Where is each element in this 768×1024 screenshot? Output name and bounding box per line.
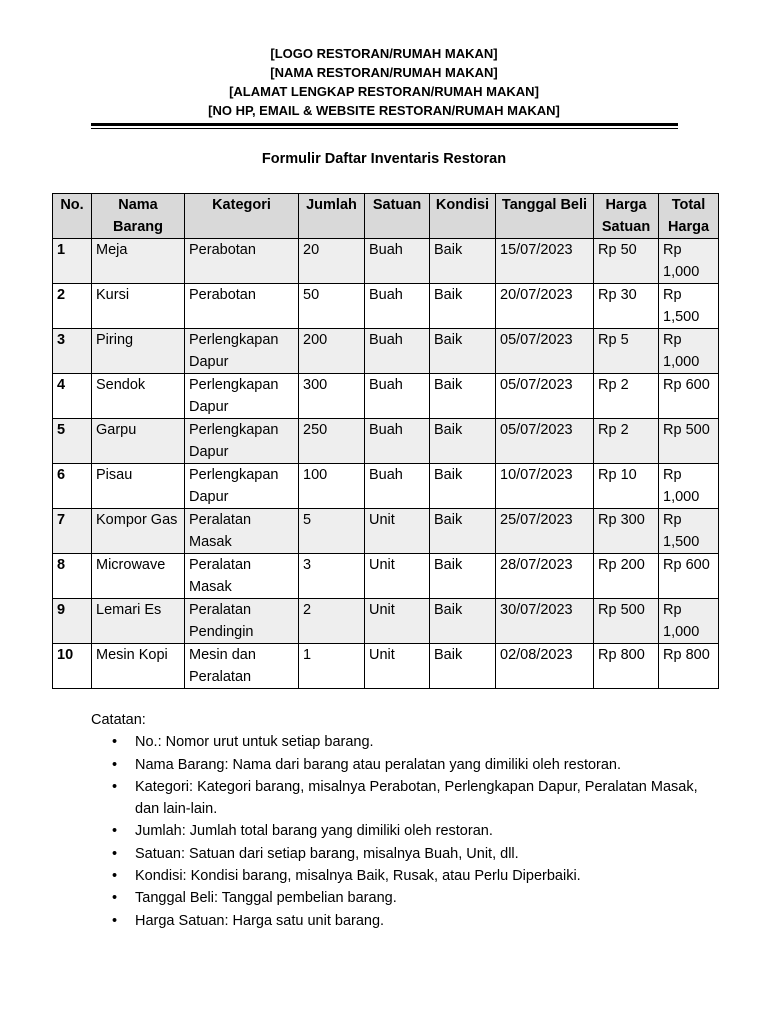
table-row: [53, 239, 719, 284]
cell-kondisi: Baik: [430, 509, 496, 554]
table-row: [53, 509, 719, 554]
cell-total-harga: Rp 1,000: [659, 599, 719, 644]
bullet-icon: •: [112, 845, 118, 862]
cell-total-harga: Rp 800: [659, 644, 719, 689]
cell-satuan: Buah: [365, 419, 430, 464]
list-item: [91, 754, 711, 776]
cell-harga-satuan: Rp 300: [594, 509, 659, 554]
table-row: [53, 374, 719, 419]
cell-tanggal-beli: 30/07/2023: [496, 599, 594, 644]
cell-harga-satuan: Rp 800: [594, 644, 659, 689]
cell-nama-barang: Kompor Gas: [92, 509, 185, 554]
cell-kategori: Peralatan Masak: [185, 509, 299, 554]
cell-satuan: Buah: [365, 374, 430, 419]
cell-nama-barang: Sendok: [92, 374, 185, 419]
cell-no: 3: [53, 329, 92, 374]
cell-nama-barang: Pisau: [92, 464, 185, 509]
cell-jumlah: 3: [299, 554, 365, 599]
cell-satuan: Buah: [365, 464, 430, 509]
header-no: No.: [53, 194, 92, 239]
document-title: Formulir Daftar Inventaris Restoran: [261, 151, 507, 167]
note-text: No.: Nomor urut untuk setiap barang.: [135, 734, 374, 751]
cell-kondisi: Baik: [430, 599, 496, 644]
cell-nama-barang: Microwave: [92, 554, 185, 599]
cell-total-harga: Rp 1,000: [659, 239, 719, 284]
cell-harga-satuan: Rp 2: [594, 419, 659, 464]
cell-kondisi: Baik: [430, 419, 496, 464]
note-text: Nama Barang: Nama dari barang atau peralatan yang dimiliki oleh restoran.: [135, 756, 622, 773]
cell-total-harga: Rp 600: [659, 554, 719, 599]
bullet-icon: •: [112, 734, 118, 751]
cell-jumlah: 200: [299, 329, 365, 374]
cell-total-harga: Rp 500: [659, 419, 719, 464]
cell-total-harga: Rp 1,000: [659, 329, 719, 374]
list-item: [91, 843, 711, 865]
list-item: [91, 865, 711, 887]
letterhead-divider-thick: [91, 123, 678, 126]
header-kondisi: Kondisi: [430, 194, 496, 239]
letterhead-address-line: [ALAMAT LENGKAP RESTORAN/RUMAH MAKAN]: [229, 84, 539, 99]
cell-tanggal-beli: 10/07/2023: [496, 464, 594, 509]
header-kategori: Kategori: [185, 194, 299, 239]
cell-tanggal-beli: 15/07/2023: [496, 239, 594, 284]
cell-nama-barang: Piring: [92, 329, 185, 374]
letterhead-name-line: [NAMA RESTORAN/RUMAH MAKAN]: [270, 65, 498, 80]
cell-tanggal-beli: 02/08/2023: [496, 644, 594, 689]
cell-jumlah: 100: [299, 464, 365, 509]
bullet-icon: •: [112, 868, 118, 885]
list-item: [91, 776, 711, 821]
cell-harga-satuan: Rp 2: [594, 374, 659, 419]
cell-kategori: Perlengkapan Dapur: [185, 374, 299, 419]
cell-satuan: Unit: [365, 599, 430, 644]
header-satuan: Satuan: [365, 194, 430, 239]
cell-nama-barang: Mesin Kopi: [92, 644, 185, 689]
cell-kategori: Peralatan Pendingin: [185, 599, 299, 644]
cell-no: 6: [53, 464, 92, 509]
cell-harga-satuan: Rp 30: [594, 284, 659, 329]
cell-satuan: Unit: [365, 644, 430, 689]
list-item: [91, 731, 711, 753]
cell-jumlah: 2: [299, 599, 365, 644]
cell-total-harga: Rp 1,000: [659, 464, 719, 509]
cell-kondisi: Baik: [430, 239, 496, 284]
cell-kondisi: Baik: [430, 374, 496, 419]
cell-tanggal-beli: 05/07/2023: [496, 329, 594, 374]
cell-jumlah: 300: [299, 374, 365, 419]
cell-no: 2: [53, 284, 92, 329]
note-text: Harga Satuan: Harga satu unit barang.: [135, 912, 385, 929]
cell-satuan: Buah: [365, 329, 430, 374]
header-total-harga: Total Harga: [659, 194, 719, 239]
cell-total-harga: Rp 600: [659, 374, 719, 419]
table-row: [53, 419, 719, 464]
list-item: [91, 887, 711, 909]
cell-kategori: Peralatan Masak: [185, 554, 299, 599]
note-text: Tanggal Beli: Tanggal pembelian barang.: [135, 890, 397, 907]
note-text: Jumlah: Jumlah total barang yang dimiliki oleh restoran.: [135, 823, 493, 840]
cell-kategori: Perlengkapan Dapur: [185, 419, 299, 464]
header-nama-barang: Nama Barang: [92, 194, 185, 239]
list-item: [91, 910, 711, 932]
cell-kategori: Perabotan: [185, 284, 299, 329]
notes-list: [91, 731, 711, 932]
cell-nama-barang: Lemari Es: [92, 599, 185, 644]
table-row: [53, 644, 719, 689]
cell-harga-satuan: Rp 5: [594, 329, 659, 374]
cell-jumlah: 1: [299, 644, 365, 689]
cell-harga-satuan: Rp 200: [594, 554, 659, 599]
bullet-icon: •: [112, 912, 118, 929]
cell-kategori: Perabotan: [185, 239, 299, 284]
table-row: [53, 284, 719, 329]
letterhead-divider-thin: [91, 128, 678, 129]
cell-tanggal-beli: 25/07/2023: [496, 509, 594, 554]
cell-kondisi: Baik: [430, 554, 496, 599]
cell-jumlah: 50: [299, 284, 365, 329]
cell-no: 7: [53, 509, 92, 554]
cell-nama-barang: Meja: [92, 239, 185, 284]
cell-no: 9: [53, 599, 92, 644]
notes-title: Catatan:: [91, 712, 146, 728]
table-body: [53, 239, 719, 689]
cell-tanggal-beli: 28/07/2023: [496, 554, 594, 599]
header-tanggal-beli: Tanggal Beli: [496, 194, 594, 239]
cell-total-harga: Rp 1,500: [659, 509, 719, 554]
cell-harga-satuan: Rp 50: [594, 239, 659, 284]
letterhead: [0, 44, 768, 120]
cell-satuan: Buah: [365, 284, 430, 329]
list-item: [91, 820, 711, 842]
cell-kondisi: Baik: [430, 464, 496, 509]
note-text: Kategori: Kategori barang, misalnya Perabotan, Perlengkapan Dapur, Peralatan Masak, dan lain-lain.: [135, 778, 698, 818]
letterhead-logo-line: [LOGO RESTORAN/RUMAH MAKAN]: [270, 46, 498, 61]
cell-harga-satuan: Rp 10: [594, 464, 659, 509]
bullet-icon: •: [112, 756, 118, 773]
cell-total-harga: Rp 1,500: [659, 284, 719, 329]
cell-kategori: Perlengkapan Dapur: [185, 464, 299, 509]
cell-no: 4: [53, 374, 92, 419]
letterhead-contact-line: [NO HP, EMAIL & WEBSITE RESTORAN/RUMAH MAKAN]: [208, 103, 560, 118]
table-row: [53, 599, 719, 644]
cell-satuan: Unit: [365, 554, 430, 599]
cell-nama-barang: Kursi: [92, 284, 185, 329]
cell-satuan: Buah: [365, 239, 430, 284]
cell-jumlah: 20: [299, 239, 365, 284]
note-text: Kondisi: Kondisi barang, misalnya Baik, Rusak, atau Perlu Diperbaiki.: [135, 868, 581, 885]
bullet-icon: •: [112, 778, 118, 795]
table-header-row: [53, 194, 719, 239]
table-row: [53, 329, 719, 374]
note-text: Satuan: Satuan dari setiap barang, misalnya Buah, Unit, dll.: [135, 845, 519, 862]
cell-tanggal-beli: 20/07/2023: [496, 284, 594, 329]
cell-kategori: Mesin dan Peralatan: [185, 644, 299, 689]
cell-no: 10: [53, 644, 92, 689]
cell-jumlah: 250: [299, 419, 365, 464]
cell-no: 1: [53, 239, 92, 284]
bullet-icon: •: [112, 890, 118, 907]
cell-nama-barang: Garpu: [92, 419, 185, 464]
cell-kondisi: Baik: [430, 644, 496, 689]
table-row: [53, 554, 719, 599]
cell-kategori: Perlengkapan Dapur: [185, 329, 299, 374]
header-jumlah: Jumlah: [299, 194, 365, 239]
notes-section: [91, 709, 711, 932]
cell-no: 5: [53, 419, 92, 464]
cell-kondisi: Baik: [430, 284, 496, 329]
cell-tanggal-beli: 05/07/2023: [496, 374, 594, 419]
cell-kondisi: Baik: [430, 329, 496, 374]
table-row: [53, 464, 719, 509]
cell-harga-satuan: Rp 500: [594, 599, 659, 644]
cell-satuan: Unit: [365, 509, 430, 554]
cell-jumlah: 5: [299, 509, 365, 554]
inventory-table: [52, 193, 719, 689]
cell-no: 8: [53, 554, 92, 599]
bullet-icon: •: [112, 823, 118, 840]
header-harga-satuan: Harga Satuan: [594, 194, 659, 239]
cell-tanggal-beli: 05/07/2023: [496, 419, 594, 464]
